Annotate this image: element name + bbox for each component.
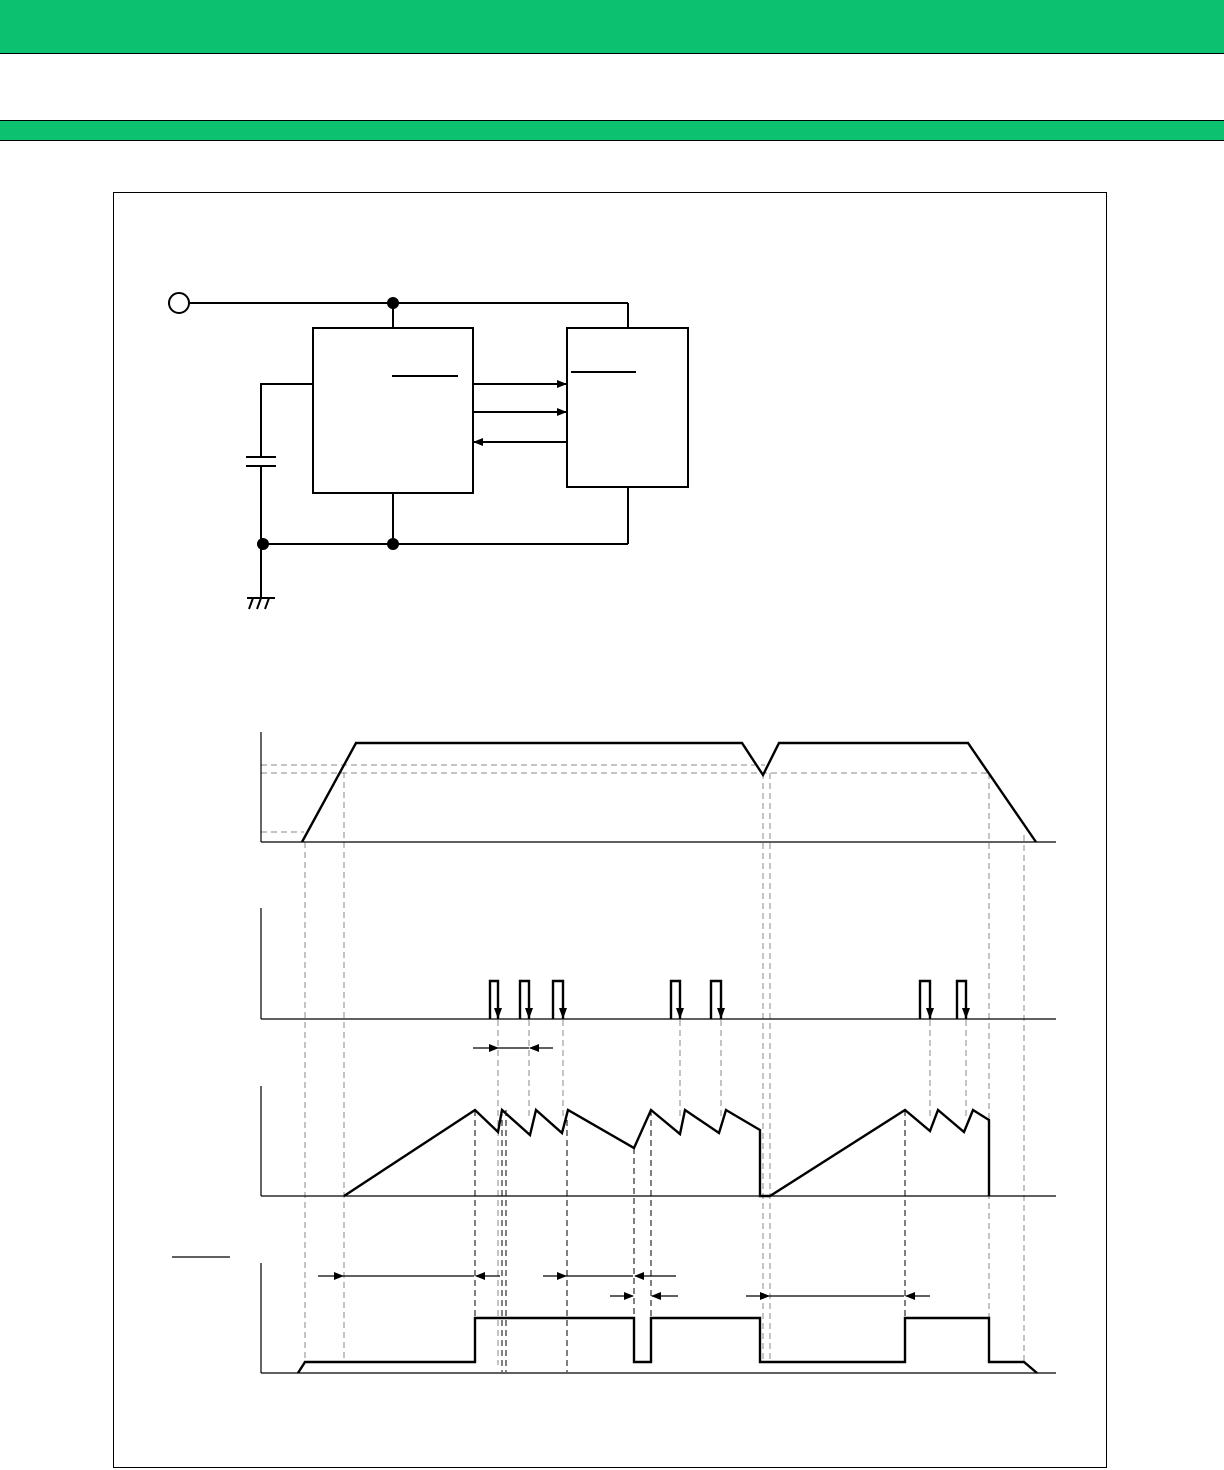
reset-ic-block bbox=[313, 328, 473, 493]
timing-capacitor-waveform bbox=[344, 1110, 989, 1196]
circuit-diagram bbox=[169, 293, 688, 609]
timing-axes bbox=[261, 732, 1056, 1373]
dimension-arrows bbox=[172, 1048, 930, 1296]
supply-terminal bbox=[169, 293, 189, 313]
circuit-junctions bbox=[257, 297, 399, 550]
timing-guides-dark bbox=[475, 1110, 905, 1372]
clock-edge-arrows bbox=[494, 1008, 970, 1019]
reset-output-waveform bbox=[298, 1318, 1037, 1373]
supply-voltage-waveform bbox=[302, 743, 1036, 842]
mcu-block bbox=[567, 328, 688, 487]
ground-icon bbox=[247, 598, 275, 609]
timing-guides bbox=[261, 765, 1024, 1365]
